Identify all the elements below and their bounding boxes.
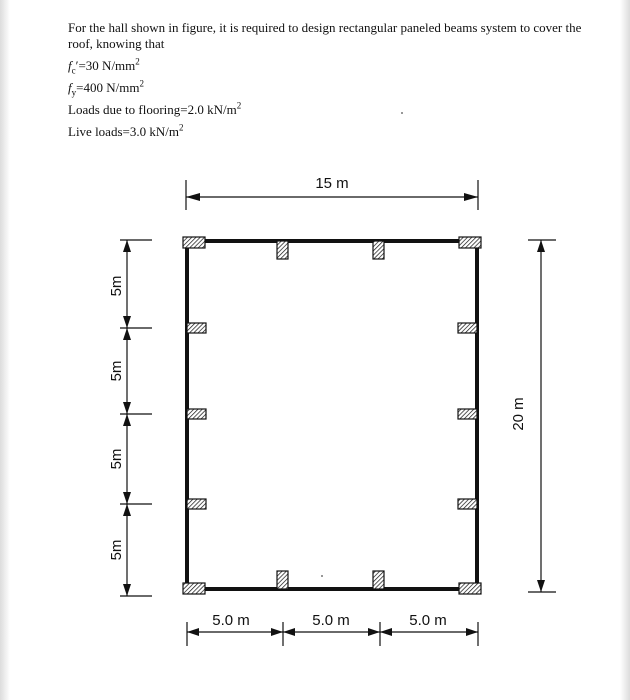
left-column-2 — [187, 409, 206, 419]
corner-column-br — [459, 583, 481, 594]
fc-line: $f_c'=30$ $N/mm^2$ — [68, 56, 140, 76]
fy-line: $f_y=400$ $N/mm^2$ — [68, 78, 144, 98]
left-column-1 — [187, 323, 206, 333]
corner-column-tr — [459, 237, 481, 248]
right-dimension — [510, 240, 556, 592]
bottom-dim-label-3: 5.0 m — [409, 612, 447, 629]
bottom-dimension-chain — [187, 612, 478, 646]
flooring-text: Loads due to flooring=2.0 kN/m — [68, 102, 237, 117]
left-dim-label-4: 5m — [108, 539, 125, 561]
top-column-1 — [277, 241, 288, 259]
bottom-column-1 — [277, 571, 288, 589]
right-dimension-label: 20 m — [510, 397, 527, 431]
intro-text: For the hall shown in figure, it is required to design rectangular paneled beams system to cover the roof, knowing that — [68, 20, 582, 51]
top-column-2 — [373, 241, 384, 259]
left-dim-label-2: 5m — [108, 360, 125, 382]
hall-outline — [187, 241, 477, 589]
live-load-line: Live loads=3.0 $kN/m^2$ — [68, 122, 184, 139]
scan-speck — [401, 112, 403, 114]
fc-value: =30 N/mm — [78, 58, 136, 73]
live-load-text: Live loads=3.0 kN/m — [68, 124, 179, 139]
left-dimension-chain — [108, 240, 152, 596]
right-column-1 — [458, 323, 477, 333]
top-dimension — [186, 175, 478, 210]
right-column-2 — [458, 409, 477, 419]
left-dim-label-3: 5m — [108, 448, 125, 470]
columns — [183, 237, 481, 594]
flooring-line: Loads due to flooring=2.0 $kN/m^2$ — [68, 100, 242, 117]
bottom-dim-label-2: 5.0 m — [312, 612, 350, 629]
top-dimension-label: 15 m — [315, 175, 349, 192]
fy-value: =400 N/mm — [76, 80, 140, 95]
left-dim-label-1: 5m — [108, 275, 125, 297]
bottom-column-2 — [373, 571, 384, 589]
scan-speck — [321, 575, 323, 577]
corner-column-bl — [183, 583, 205, 594]
right-column-3 — [458, 499, 477, 509]
corner-column-tl — [183, 237, 205, 248]
bottom-dim-label-1: 5.0 m — [212, 612, 250, 629]
left-column-3 — [187, 499, 206, 509]
